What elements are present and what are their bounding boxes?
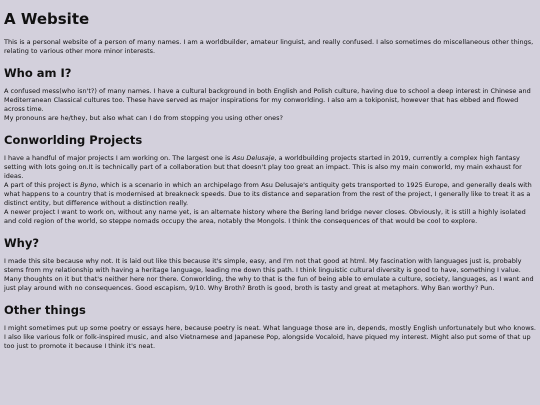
- about-paragraph-1: A confused mess(who isn't?) of many names. I have a cultural background in both English and Polish culture, having due to school a deep interest in Chinese and Mediterranean Classical cultures too. These have served as major inspirations for my conworlding. I also am a tokiponist, however that has ebbed and flowed across time.: [4, 87, 531, 113]
- section-projects: [4, 133, 536, 226]
- section-heading-about: Who am I?: [4, 66, 72, 80]
- why-paragraph-1: I made this site because why not. It is laid out like this because it's simple, easy, and I'm not that good at html. My fascination with languages just is, probably stems from my relationship with having a heritage language, leading me down this path. I think linguistic cultural diversity is good to have, something I value. Many thoughts on it but that's neither here nor there. Conworlding, the why to that is the fun of being able to emulate a culture, society, languages, as I want and just play around with no consequences. Good escapism, 9/10. Why Broth? Broth is good, broth is tasty and great at metaphors. Why Ban worthy? Pun.: [4, 257, 534, 292]
- projects-p2-text-a: A part of this project is: [4, 181, 81, 189]
- projects-p1-text-b: , a worldbuilding projects started in 2019, currently a complex high fantasy setting with lots going on.It is technically part of a collaboration but that doesn't play too great an impact. This is also my main conworld, my main exhaust for ideas.: [4, 154, 522, 180]
- projects-paragraph-2: [4, 181, 536, 208]
- projects-p1-text-a: I have a handful of major projects I am working on. The largest one is: [4, 154, 233, 162]
- section-heading-other: Other things: [4, 303, 86, 317]
- project-name-asu-delusaje: Asu Delusaje: [232, 154, 275, 162]
- section-why: [4, 236, 536, 293]
- section-other: [4, 303, 536, 351]
- projects-paragraph-3: A newer project I want to work on, without any name yet, is an alternate history where the Bering land bridge never closes. Obviously, it is still a highly isolated and cold region of the world, so steppe nomads occupy the area, notably the Mongols. I think the consequences of that would be cool to explore.: [4, 208, 526, 225]
- page-title: A Website: [4, 10, 90, 28]
- section-about: [4, 66, 536, 123]
- section-heading-why: Why?: [4, 236, 40, 250]
- about-paragraph-2: My pronouns are he/they, but also what can I do from stopping you using other ones?: [4, 114, 283, 122]
- project-name-byno: Byno: [80, 181, 97, 189]
- projects-paragraph-1: [4, 154, 536, 181]
- other-paragraph-1: I might sometimes put up some poetry or essays here, because poetry is neat. What language those are in, depends, mostly English unfortunately but who knows. I also like various folk or folk-inspired music, and also Vietnamese and Japanese Pop, alongside Vocaloid, have piqued my interest. Might also put some of that up too just to promote it because I think it's neat.: [4, 324, 536, 350]
- intro-paragraph: This is a personal website of a person of many names. I am a worldbuilder, amateur linguist, and really confused. I also sometimes do miscellaneous other things, relating to various other more minor interests.: [4, 38, 534, 55]
- section-heading-projects: Conworlding Projects: [4, 133, 143, 147]
- projects-p2-text-b: , which is a scenario in which an archipelago from Asu Delusaje's antiquity gets transported to 1925 Europe, and generally deals with what happens to a country that is modernised at breakneck speeds. Due to its distance and separation from the rest of the project, I generally like to treat it as a distinct entity, but difference without a distinction really.: [4, 181, 532, 207]
